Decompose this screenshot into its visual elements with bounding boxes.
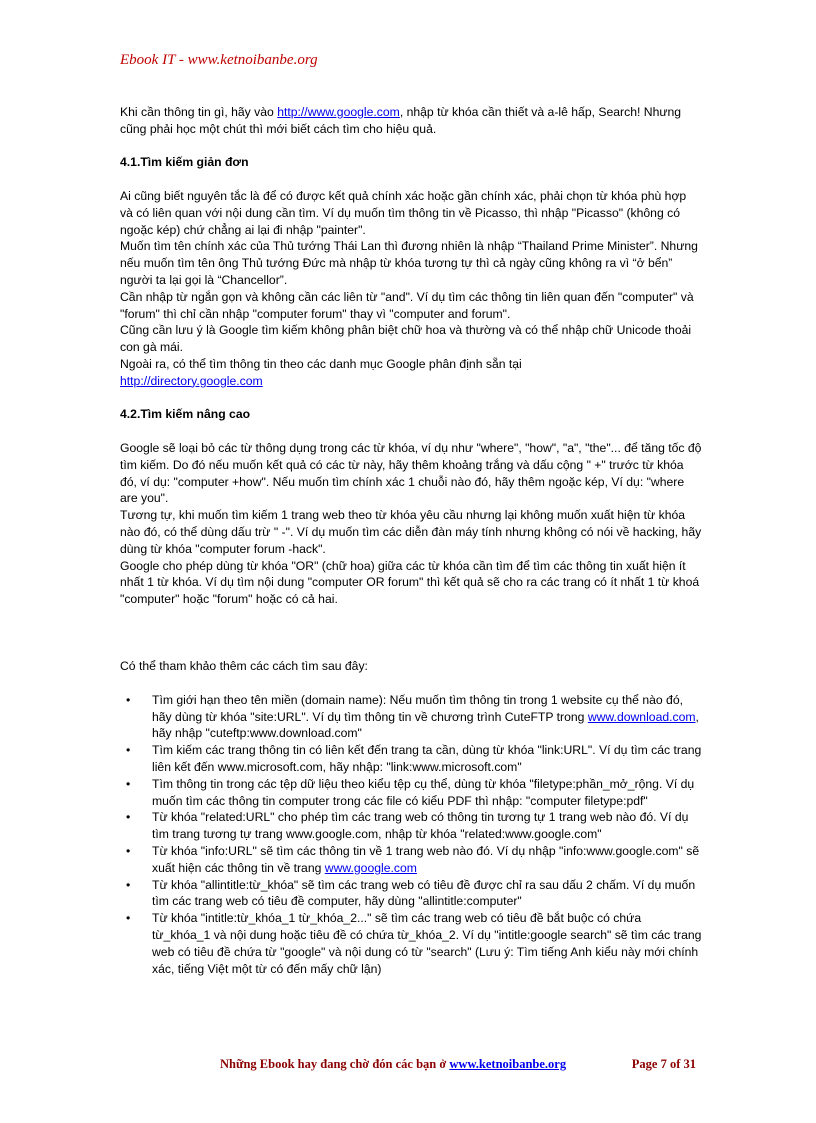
bullet-icon: • [126, 692, 131, 707]
paragraph: Muốn tìm tên chính xác của Thủ tướng Thái Lan thì đương nhiên là nhập “Thailand Prime Minister”. Nhưng nếu muốn tìm tên ông Thủ tướng Đức mà nhập từ khóa tương tự thì cả ngày cũng không ra vì “ở bển” người ta lại gọi là “Chancellor”. [120, 239, 698, 287]
paragraph: Ai cũng biết nguyên tắc là để có được kết quả chính xác hoặc gần chính xác, phải chọn từ khóa phù hợp và có liên quan với nội dung cần tìm. Ví dụ muốn tìm thông tin về Picasso, thì nhập "Picasso" (không có ngoặc kép) chứ chẳng ai lại đi nhập "painter". [120, 188, 687, 237]
list-item: • Tìm giới hạn theo tên miền (domain name): Nếu muốn tìm thông tin trong 1 website cụ thể nào đó, hãy dùng từ khóa "site:URL". Ví dụ tìm thông tin về chương trình CuteFTP trong www.download.com, hãy nhập "cuteftp:www.download.com" [126, 692, 699, 741]
list-item: • Từ khóa "allintitle:từ_khóa" sẽ tìm các trang web có tiêu đề được chỉ ra sau dấu 2 chấm. Ví dụ muốn tìm các trang web có tiêu đề computer, hãy dùng "allintitle:computer" [126, 877, 696, 909]
paragraph: Cũng cần lưu ý là Google tìm kiếm không phân biệt chữ hoa và thường và có thể nhập chữ Unicode thoải con gà mái. [120, 323, 692, 355]
google-link[interactable]: http://www.google.com [277, 105, 400, 119]
directory-google-link[interactable]: http://directory.google.com [120, 373, 263, 388]
page-footer: Những Ebook hay đang chờ đón các bạn ở www.ketnoibanbe.org Page 7 of 31 [220, 1057, 696, 1071]
paragraph: Cần nhập từ ngắn gọn và không cần các liên từ "and". Ví dụ tìm các thông tin liên quan đến "computer" và "forum" thì chỉ cần nhập "computer forum" thay vì "computer and forum". [120, 289, 694, 321]
document-body [120, 104, 702, 977]
list-item: • Từ khóa "info:URL" sẽ tìm các thông tin về 1 trang web nào đó. Ví dụ nhập "info:www.google.com" sẽ xuất hiện các thông tin về trang www.google.com [126, 844, 700, 875]
section-heading-basic-search: 4.1.Tìm kiếm giản đơn [120, 155, 249, 170]
list-item: • Tìm thông tin trong các tệp dữ liệu theo kiểu tệp cụ thể, dùng từ khóa "filetype:phần_mở_rộng. Ví dụ muốn tìm các thông tin computer trong các file có kiểu PDF thì nhập: "computer filetype:pdf" [126, 776, 695, 808]
footer-site-link[interactable]: www.ketnoibanbe.org [449, 1057, 567, 1071]
page-number: Page 7 of 31 [631, 1057, 696, 1071]
bullet-icon: • [126, 810, 131, 825]
paragraph: Ngoài ra, có thể tìm thông tin theo các danh mục Google phân định sẵn tại [120, 356, 522, 371]
list-item: • Từ khóa "intitle:từ_khóa_1 từ_khóa_2..." sẽ tìm các trang web có tiêu đề bắt buộc có chứa từ_khóa_1 và nội dung hoặc tiêu đề có chứa từ_khóa_2. Ví dụ "intitle:google search" sẽ tìm các trang web có tiêu đề chứa từ "google" và nội dung có từ "search" (Lưu ý: Tìm tiếng Anh kiểu này mới chính xác, tiếng Việt một từ có đến mấy chữ lận) [126, 911, 702, 976]
bullet-icon: • [126, 743, 131, 758]
directory-link-line [120, 373, 702, 390]
bullet-icon: • [126, 877, 131, 892]
list-item: • Từ khóa "related:URL" cho phép tìm các trang web có thông tin tương tự 1 trang web nào đó. Ví dụ tìm trang tương tự trang www.google.com, nhập từ khóa "related:www.google.com" [126, 810, 689, 842]
bullet-icon: • [126, 776, 131, 791]
section-heading-advanced-search: 4.2.Tìm kiếm nâng cao [120, 407, 251, 422]
bullet-icon: • [126, 844, 131, 859]
bullet-icon: • [126, 911, 131, 926]
tips-intro: Có thể tham khảo thêm các cách tìm sau đây: [120, 659, 368, 674]
google-info-link[interactable]: www.google.com [324, 860, 417, 875]
list-item: • Tìm kiếm các trang thông tin có liên kết đến trang ta cần, dùng từ khóa "link:URL". Ví dụ tìm các trang liên kết đến www.microsoft.com, hãy nhập: "link:www.microsoft.com" [126, 743, 702, 775]
intro-paragraph: Khi cần thông tin gì, hãy vào http://www.google.com, nhập từ khóa cần thiết và a-lê hấp, Search! Nhưng cũng phải học một chút thì mới biết cách tìm cho hiệu quả. [120, 105, 682, 136]
download-link[interactable]: www.download.com [587, 709, 696, 724]
paragraph: Google sẽ loại bỏ các từ thông dụng trong các từ khóa, ví dụ như "where", "how", "a", "the"... để tăng tốc độ tìm kiếm. Do đó nếu muốn kết quả có các từ này, hãy thêm khoảng trắng và dấu cộng " +" trước từ khóa đó, ví dụ: "computer +how". Nếu muốn tìm chính xác 1 chuỗi nào đó, hãy thêm ngoặc kép, Ví dụ: "where are you". [120, 440, 702, 506]
paragraph: Google cho phép dùng từ khóa "OR" (chữ hoa) giữa các từ khóa cần tìm để tìm các thông tin xuất hiện ít nhất 1 từ khóa. Ví dụ tìm nội dung "computer OR forum" thì kết quả sẽ cho ra các trang có ít nhất 1 từ khoá "computer" hoặc "forum" hoặc có cả hai. [120, 558, 700, 607]
tips-list [120, 692, 702, 978]
paragraph: Tương tự, khi muốn tìm kiếm 1 trang web theo từ khóa yêu cầu nhưng lại không muốn xuất hiện từ khóa nào đó, có thể dùng dấu trừ " -". Ví dụ muốn tìm các diễn đàn máy tính nhưng không có nói về hacking, hãy dùng từ khóa "computer forum -hack". [120, 508, 702, 556]
page-header: Ebook IT - www.ketnoibanbe.org [120, 52, 318, 68]
